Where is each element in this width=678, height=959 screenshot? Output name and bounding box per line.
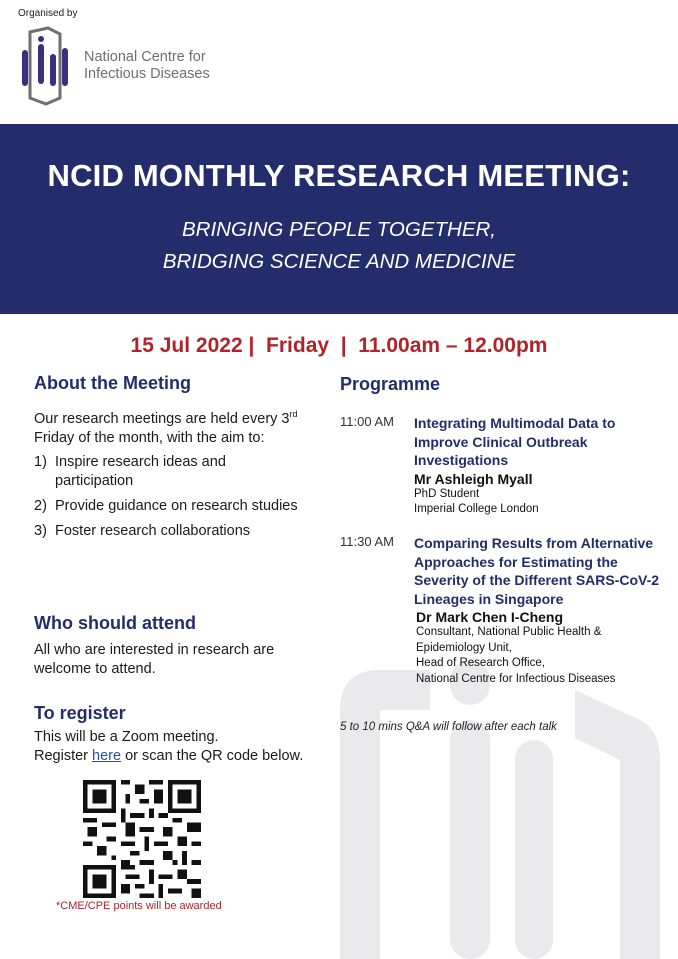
banner-subtitle (0, 214, 678, 278)
attend-text: All who are interested in research are welcome to attend. (34, 642, 275, 677)
qa-note: 5 to 10 mins Q&A will follow after each talk (340, 721, 557, 733)
register-heading: To register (34, 703, 126, 723)
attend-section (34, 614, 304, 679)
qr-code-icon[interactable] (82, 780, 202, 898)
talk-title: Comparing Results from Alternative Approaches for Estimating the Severity of the Different SARS-CoV-2 Lineages in Singapore (414, 535, 660, 607)
event-date: 15 Jul 2022 (130, 334, 243, 357)
speaker-name: Dr Mark Chen I-Cheng (416, 609, 564, 625)
list-item: 2) Provide guidance on research studies (34, 497, 298, 514)
ncid-logo-icon (16, 24, 74, 108)
aims-list (34, 453, 304, 541)
separator: | (248, 334, 255, 357)
register-section (34, 704, 304, 766)
list-item: 1) Inspire research ideas and participation (34, 453, 226, 489)
subtitle-line1: BRINGING PEOPLE TOGETHER, (181, 218, 497, 241)
event-time: 11.00am – 12.00pm (358, 334, 548, 357)
speaker-affiliation: Consultant, National Public Health & Epidemiology Unit, Head of Research Office, National Centre for Infectious Diseases (416, 626, 616, 685)
organised-by-label: Organised by (18, 8, 78, 19)
subtitle-line2: BRIDGING SCIENCE AND MEDICINE (162, 250, 516, 273)
programme-item-2 (340, 534, 660, 687)
org-name (84, 49, 210, 83)
event-date-time (0, 334, 678, 358)
about-heading: About the Meeting (34, 373, 191, 393)
org-name-line2: Infectious Diseases (84, 66, 210, 82)
programme-heading-wrap (340, 374, 440, 395)
speaker-name: Mr Ashleigh Myall (414, 470, 533, 487)
programme-item-1 (340, 414, 660, 518)
speaker-affiliation: PhD Student Imperial College London (414, 487, 539, 515)
about-intro: Our research meetings are held every 3rd Friday of the month, with the aim to: (34, 409, 298, 446)
talk-title: Integrating Multimodal Data to Improve Clinical Outbreak Investigations (414, 415, 616, 468)
event-day: Friday (266, 334, 330, 357)
talk-time: 11:30 AM (340, 534, 394, 549)
watermark-logo-icon (300, 650, 678, 959)
list-item: 3) Foster research collaborations (34, 522, 251, 539)
talk-time: 11:00 AM (340, 414, 394, 429)
about-section (34, 374, 304, 547)
attend-heading: Who should attend (34, 613, 196, 633)
register-text: This will be a Zoom meeting. Register here or scan the QR code below. (34, 729, 304, 764)
programme-heading: Programme (340, 374, 441, 394)
org-name-line1: National Centre for (84, 49, 206, 65)
page-title: NCID MONTHLY RESEARCH MEETING: (47, 158, 631, 193)
register-link[interactable]: here (92, 748, 122, 764)
cme-note: *CME/CPE points will be awarded (56, 900, 222, 912)
separator: | (340, 334, 347, 357)
